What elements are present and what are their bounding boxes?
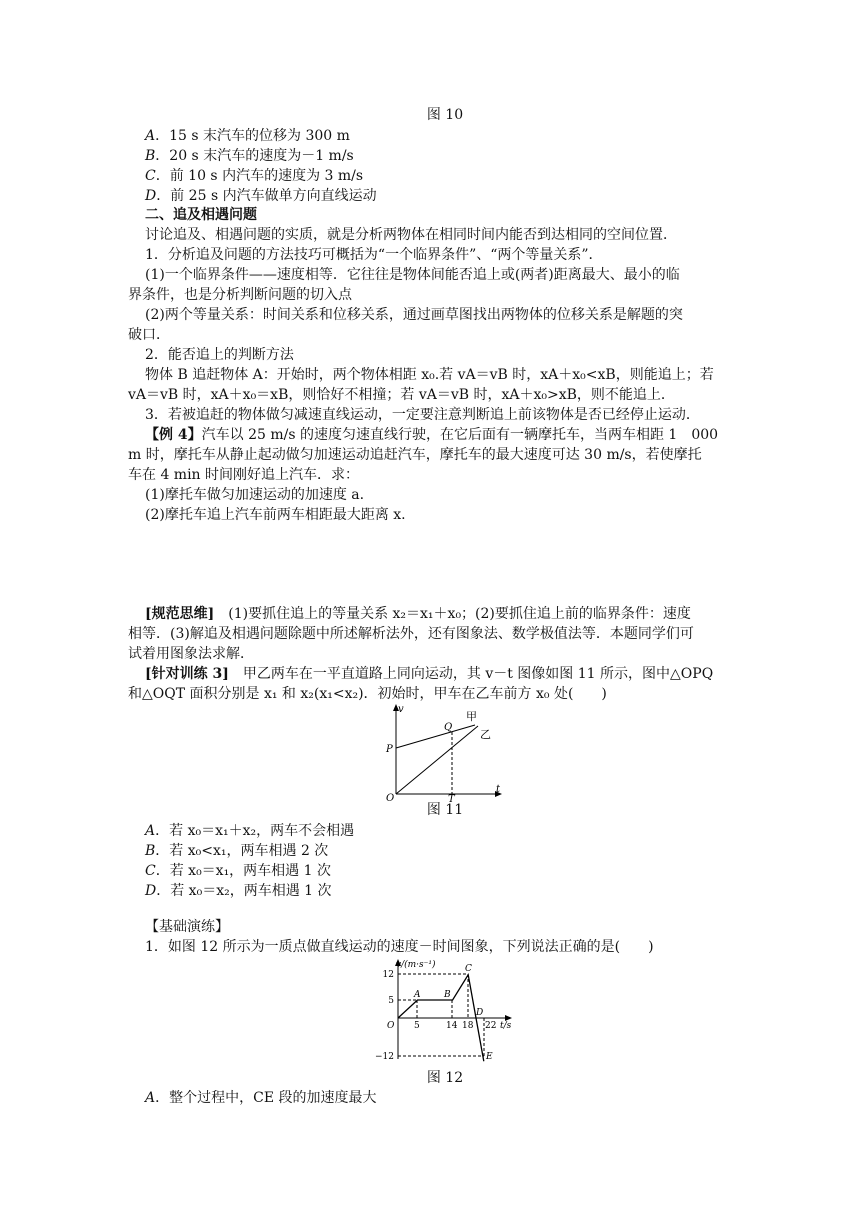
method-paragraph: 1．分析追及问题的方法技巧可概括为“一个临界条件”、“两个等量关系”． [145,247,603,263]
judge-method-title: 2．能否追上的判断方法 [145,347,294,363]
critical-condition-line1: (1)一个临界条件——速度相等．它往往是物体间能否追上或(两者)距离最大、最小的临 [145,267,680,283]
fig11-label-v: v [398,704,404,715]
intro-paragraph: 讨论追及、相遇问题的实质，就是分析两物体在相同时间内能否到达相同的空间位置． [145,227,677,243]
train-option-c: C．若 x₀＝x₁，两车相遇 1 次 [145,863,331,879]
prev-option-c: C．前 10 s 内汽车的速度为 3 m/s [145,168,364,184]
fig12-ytick-5: 5 [388,996,394,1006]
example4-tag: 【例 4】 [145,427,202,443]
fig11-label-jia: 甲 [466,710,477,723]
equal-relation-line1: (2)两个等量关系：时间关系和位移关系，通过画草图找出两物体的位移关系是解题的突 [145,307,683,323]
training3-tag: [针对训练 3] [145,666,229,682]
fig12-ytick-12: 12 [382,970,394,980]
judge-method-line1: 物体 B 追赶物体 A：开始时，两个物体相距 x₀.若 vA＝vB 时，xA＋x₀<xB，则能追上；若 [145,367,714,383]
training3-line1: [针对训练 3] 甲乙两车在一平直道路上同向运动，其 v－t 图像如图 11 所示，图中△OPQ [145,666,714,682]
equal-relation-line2: 破口． [128,327,170,343]
fig12-point-d: D [476,1008,484,1018]
fig12-ylabel: v/(m·s⁻¹) [396,960,436,970]
fig11-line-jia [396,725,475,748]
fig11-caption: 图 11 [426,802,464,818]
training3-line2: 和△OQT 面积分别是 x₁ 和 x₂(x₁<x₂)．初始时，甲车在乙车前方 x₀ 处( ) [128,686,607,702]
fig11-label-t: t [496,784,501,795]
fig12-point-a: A [414,990,421,1000]
train-option-d: D．若 x₀＝x₂，两车相遇 1 次 [145,883,332,899]
figure-12 [360,955,540,1065]
basic-q1-option-a: A．整个过程中，CE 段的加速度最大 [145,1090,377,1106]
example4-line2: m 时，摩托车从静止起动做匀加速运动追赶汽车，摩托车的最大速度可达 30 m/s，若使摩托 [128,447,702,463]
prev-option-a: A．15 s 末汽车的位移为 300 m [145,128,350,144]
fig12-ytick-neg12: −12 [375,1052,394,1062]
figure-11 [380,702,510,802]
norm-thinking-line3: 试着用图象法求解． [128,646,254,662]
norm-thinking-tag: [规范思维] [145,606,215,622]
fig10-caption: 图 10 [426,107,464,123]
fig12-xtick-22: 22 [485,1021,497,1031]
prev-option-d: D．前 25 s 内汽车做单方向直线运动 [145,188,377,204]
norm-thinking-line1: [规范思维] (1)要抓住追上的等量关系 x₂＝x₁＋x₀；(2)要抓住追上前的临界条件：速度 [145,606,691,622]
section2-title: 二、追及相遇问题 [145,207,257,223]
fig12-point-c: C [465,964,472,974]
fig12-point-b: B [444,990,451,1000]
fig12-xlabel: t/s [500,1021,512,1031]
example4-question1: (1)摩托车做匀加速运动的加速度 a. [145,487,365,503]
deceleration-note: 3．若被追赶的物体做匀减速直线运动，一定要注意判断追上前该物体是否已经停止运动． [145,407,700,423]
train-option-a: A．若 x₀＝x₁＋x₂，两车不会相遇 [145,823,355,839]
critical-condition-line2: 界条件，也是分析判断问题的切入点 [128,287,352,303]
fig11-label-q: Q [444,722,453,733]
fig11-label-p: P [386,744,393,755]
example4-line3: 车在 4 min 时间刚好追上汽车．求： [128,467,360,483]
judge-method-line2: vA＝vB 时，xA＋x₀＝xB，则恰好不相撞；若 vA＝vB 时，xA＋x₀>xB，则不能追上． [128,387,675,403]
fig12-xtick-18: 18 [462,1021,474,1031]
fig12-point-e: E [486,1052,493,1062]
basic-practice-title: 【基础演练】 [145,919,229,935]
fig12-xtick-14: 14 [446,1021,458,1031]
fig12-label-o: O [387,1021,395,1031]
fig12-xtick-5: 5 [414,1021,420,1031]
basic-question1: 1．如图 12 所示为一质点做直线运动的速度－时间图象，下列说法正确的是( ) [145,939,654,955]
fig12-caption: 图 12 [426,1070,464,1086]
norm-thinking-line2: 相等．(3)解追及相遇问题除题中所述解析法外，还有图象法、数学极值法等．本题同学们可 [128,626,694,642]
example4-question2: (2)摩托车追上汽车前两车相距最大距离 x. [145,507,406,523]
fig11-label-o: O [386,793,395,802]
fig11-label-t-point: T [448,794,455,802]
fig11-label-yi: 乙 [480,728,491,741]
prev-option-b: B．20 s 末汽车的速度为－1 m/s [145,148,354,164]
train-option-b: B．若 x₀<x₁，两车相遇 2 次 [145,843,329,859]
example4-line1: 【例 4】汽车以 25 m/s 的速度匀速直线行驶，在它后面有一辆摩托车，当两车相距 1 000 [145,427,719,443]
